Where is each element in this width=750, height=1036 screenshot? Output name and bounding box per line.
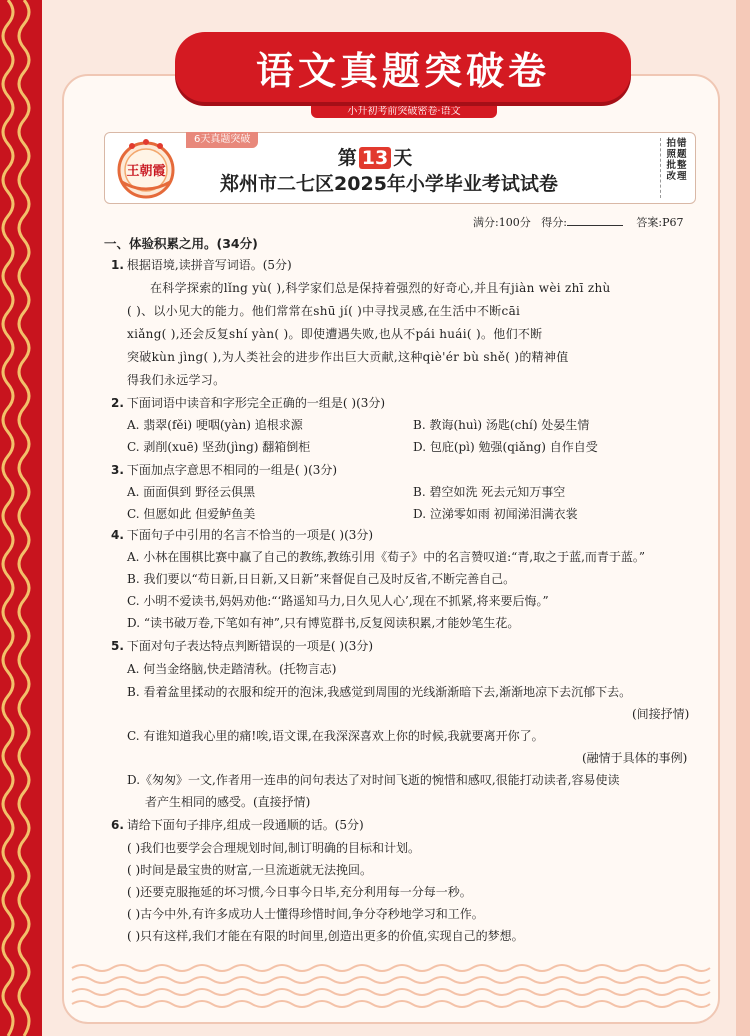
question-stem: 下面对句子表达特点判断错误的一项是( )(3分) [126,639,374,653]
q6-item[interactable]: ( )时间是最宝贵的财富,一旦流逝就无法挽回。 [127,863,372,877]
q3-option-b: B. 碧空如洗 死去元知万事空 [413,485,566,499]
score-line [473,214,684,230]
answer-reference: 答案:P67 [636,216,684,229]
q2-option-b: B. 教诲(huì) 汤匙(chí) 处晏生情 [413,418,590,432]
banner-title: 语文真题突破卷 [255,48,550,93]
side-label: 题 [677,149,687,160]
question-number: 4. [111,528,124,542]
series-subtitle-bar [311,100,497,118]
section-tag: 6天真题突破 [186,132,258,148]
q1-line: xiǎng( ),还会反复shí yàn( )。即使遭遇失败,也从不pái huái( )。他们不断 [127,327,543,341]
q1-line: 在科学探索的lǐng yù( ),科学家们总是保持着强烈的好奇心,并且有jiàn wèi zhī zhù [150,281,611,295]
q4-option-d: D. “读书破万卷,下笔如有神”,只有博览群书,反复阅读积累,才能妙笔生花。 [127,616,520,630]
q1-line: 得我们永远学习。 [127,373,226,387]
day-indicator [0,143,750,170]
full-score: 满分:100分 [473,216,531,229]
question-number: 6. [111,818,124,832]
score-blank[interactable] [567,225,623,226]
day-prefix: 第 [337,147,357,169]
q6-item[interactable]: ( )古今中外,有许多成功人士懂得珍惜时间,争分夺秒地学习和工作。 [127,907,484,921]
day-suffix: 天 [393,147,413,169]
q3-option-d: D. 泣涕零如雨 初闻涕泪满衣裳 [413,507,578,521]
question-number: 5. [111,639,124,653]
question-number: 2. [111,396,124,410]
bottom-wave-decoration [62,960,720,1018]
q2-option-c: C. 剥削(xuē) 坚劲(jìng) 翻箱倒柜 [127,440,311,454]
q4-option-a: A. 小林在围棋比赛中赢了自己的教练,教练引用《荀子》中的名言赞叹道:“青,取之于蓝,而青于蓝。” [127,550,646,564]
q6-item[interactable]: ( )还要克服拖延的坏习惯,今日事今日毕,充分利用每一分每一秒。 [127,885,472,899]
logo-text: 王朝霞 [126,164,166,179]
q6-item[interactable]: ( )我们也要学会合理规划时间,制订明确的目标和计划。 [127,841,420,855]
question-stem: 下面词语中读音和字形完全正确的一组是( )(3分) [126,396,386,410]
series-subtitle: 小升初考前突破密卷·语文 [347,105,461,117]
exam-title: 郑州市二七区2025年小学毕业考试试卷 [220,173,558,195]
question-stem: 请给下面句子排序,组成一段通顺的话。(5分) [126,818,364,832]
question-2-stem [111,394,385,411]
side-label-box [660,138,690,198]
question-stem: 根据语境,读拼音写词语。(5分) [126,258,292,272]
question-3-stem [111,461,337,478]
side-label: 批 [666,160,676,171]
question-stem: 下面句子中引用的名言不恰当的一项是( )(3分) [126,528,374,542]
q1-line: ( )、以小见大的能力。他们常常在shū jí( )中寻找灵感,在生活中不断cāi [127,304,521,318]
q3-option-c: C. 但愿如此 但爱鲈鱼美 [127,507,256,521]
title-banner [175,32,631,102]
question-5-stem [111,637,373,654]
q4-option-b: B. 我们要以“苟日新,日日新,又日新”来督促自己及时反省,不断完善自己。 [127,572,516,586]
q5-option-d: D.《匆匆》一文,作者用一连串的问句表达了对时间飞逝的惋惜和感叹,很能打动读者,容易使读 [127,773,620,787]
q2-option-a: A. 翡翠(fěi) 哽咽(yàn) 追根求源 [127,418,303,432]
question-4-stem [111,526,373,543]
q5-option-c-note: (融情于具体的事例) [582,751,688,765]
score-label: 得分: [541,216,567,229]
side-label: 整 [677,160,687,171]
question-6-stem [111,816,364,833]
question-number: 3. [111,463,124,477]
q1-line: 突破kùn jìng( ),为人类社会的进步作出巨大贡献,这种qiè'ér bù shě( )的精神值 [127,350,569,364]
question-1-stem [111,256,292,273]
q5-option-b: B. 看着盆里揉动的衣服和绽开的泡沫,我感觉到周围的光线渐渐暗下去,渐渐地凉下去沉郁下去。 [127,685,632,699]
q5-option-b-note: (间接抒情) [632,707,690,721]
side-label: 拍 [666,138,676,149]
side-label: 改 [666,171,676,182]
q5-option-d-cont: 者产生相同的感受。(直接抒情) [145,795,311,809]
side-label: 照 [666,149,676,160]
q5-option-a: A. 何当金络脑,快走踏清秋。(托物言志) [127,662,337,676]
question-stem: 下面加点字意思不相同的一组是( )(3分) [126,463,338,477]
q2-option-d: D. 包庇(pì) 勉强(qiǎng) 自作自受 [413,440,598,454]
q6-item[interactable]: ( )只有这样,我们才能在有限的时间里,创造出更多的价值,实现自己的梦想。 [127,929,524,943]
side-label: 理 [677,171,687,182]
q5-option-c: C. 有谁知道我心里的痛!唉,语文课,在我深深喜欢上你的时候,我就要离开你了。 [127,729,544,743]
q3-option-a: A. 面面俱到 野径云俱黑 [127,485,256,499]
section-title: 一、体验积累之用。(34分) [104,236,258,251]
question-number: 1. [111,258,124,272]
day-number: 13 [359,147,391,169]
side-label: 错 [677,138,687,149]
q4-option-c: C. 小明不爱读书,妈妈劝他:“‘路遥知马力,日久见人心’,现在不抓紧,将来要后悔。” [127,594,549,608]
